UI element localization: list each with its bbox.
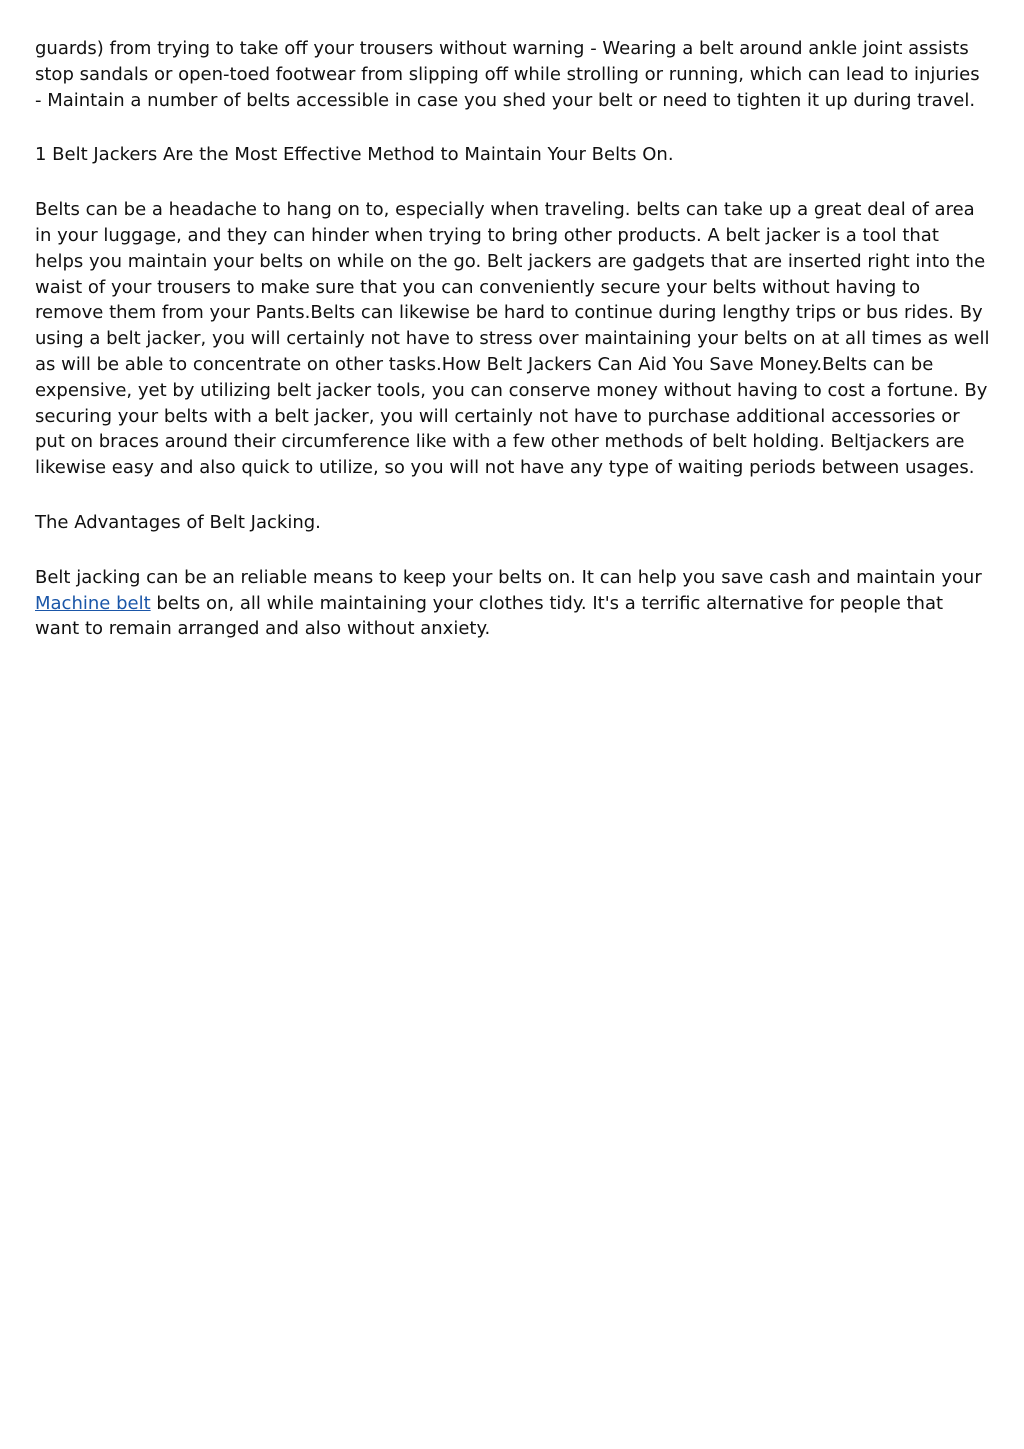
paragraph-advantages-text-before-link: Belt jacking can be an reliable means to keep your belts on. It can help you save cash and maintain your	[35, 566, 982, 588]
document-page	[35, 36, 991, 671]
paragraph-intro-continuation: guards) from trying to take off your trousers without warning - Wearing a belt around ankle joint assists stop sandals or open-toed footwear from slipping off while strolling or running, which can lead to injuries - Maintain a number of belts accessible in case you shed your belt or need to tighten it up during travel.	[35, 38, 980, 111]
paragraph-advantages-text-after-link: belts on, all while maintaining your clothes tidy. It's a terrific alternative for people that want to remain arranged and also without anxiety.	[35, 592, 944, 640]
section-heading-belt-jackers: 1 Belt Jackers Are the Most Effective Method to Maintain Your Belts On.	[35, 144, 674, 166]
paragraph-advantages	[35, 565, 991, 642]
machine-belt-link[interactable]: Machine belt	[35, 592, 151, 614]
paragraph-belt-jackers: Belts can be a headache to hang on to, especially when traveling. belts can take up a great deal of area in your luggage, and they can hinder when trying to bring other products. A belt jacker is a tool that helps you maintain your belts on while on the go. Belt jackers are gadgets that are inserted right into the waist of your trousers to make sure that you can conveniently secure your belts without having to remove them from your Pants.Belts can likewise be hard to continue during lengthy trips or bus rides. By using a belt jacker, you will certainly not have to stress over maintaining your belts on at all times as well as will be able to concentrate on other tasks.How Belt Jackers Can Aid You Save Money.Belts can be expensive, yet by utilizing belt jacker tools, you can conserve money without having to cost a fortune. By securing your belts with a belt jacker, you will certainly not have to purchase additional accessories or put on braces around their circumference like with a few other methods of belt holding. Beltjackers are likewise easy and also quick to utilize, so you will not have any type of waiting periods between usages.	[35, 199, 990, 479]
section-heading-advantages: The Advantages of Belt Jacking.	[35, 511, 321, 533]
